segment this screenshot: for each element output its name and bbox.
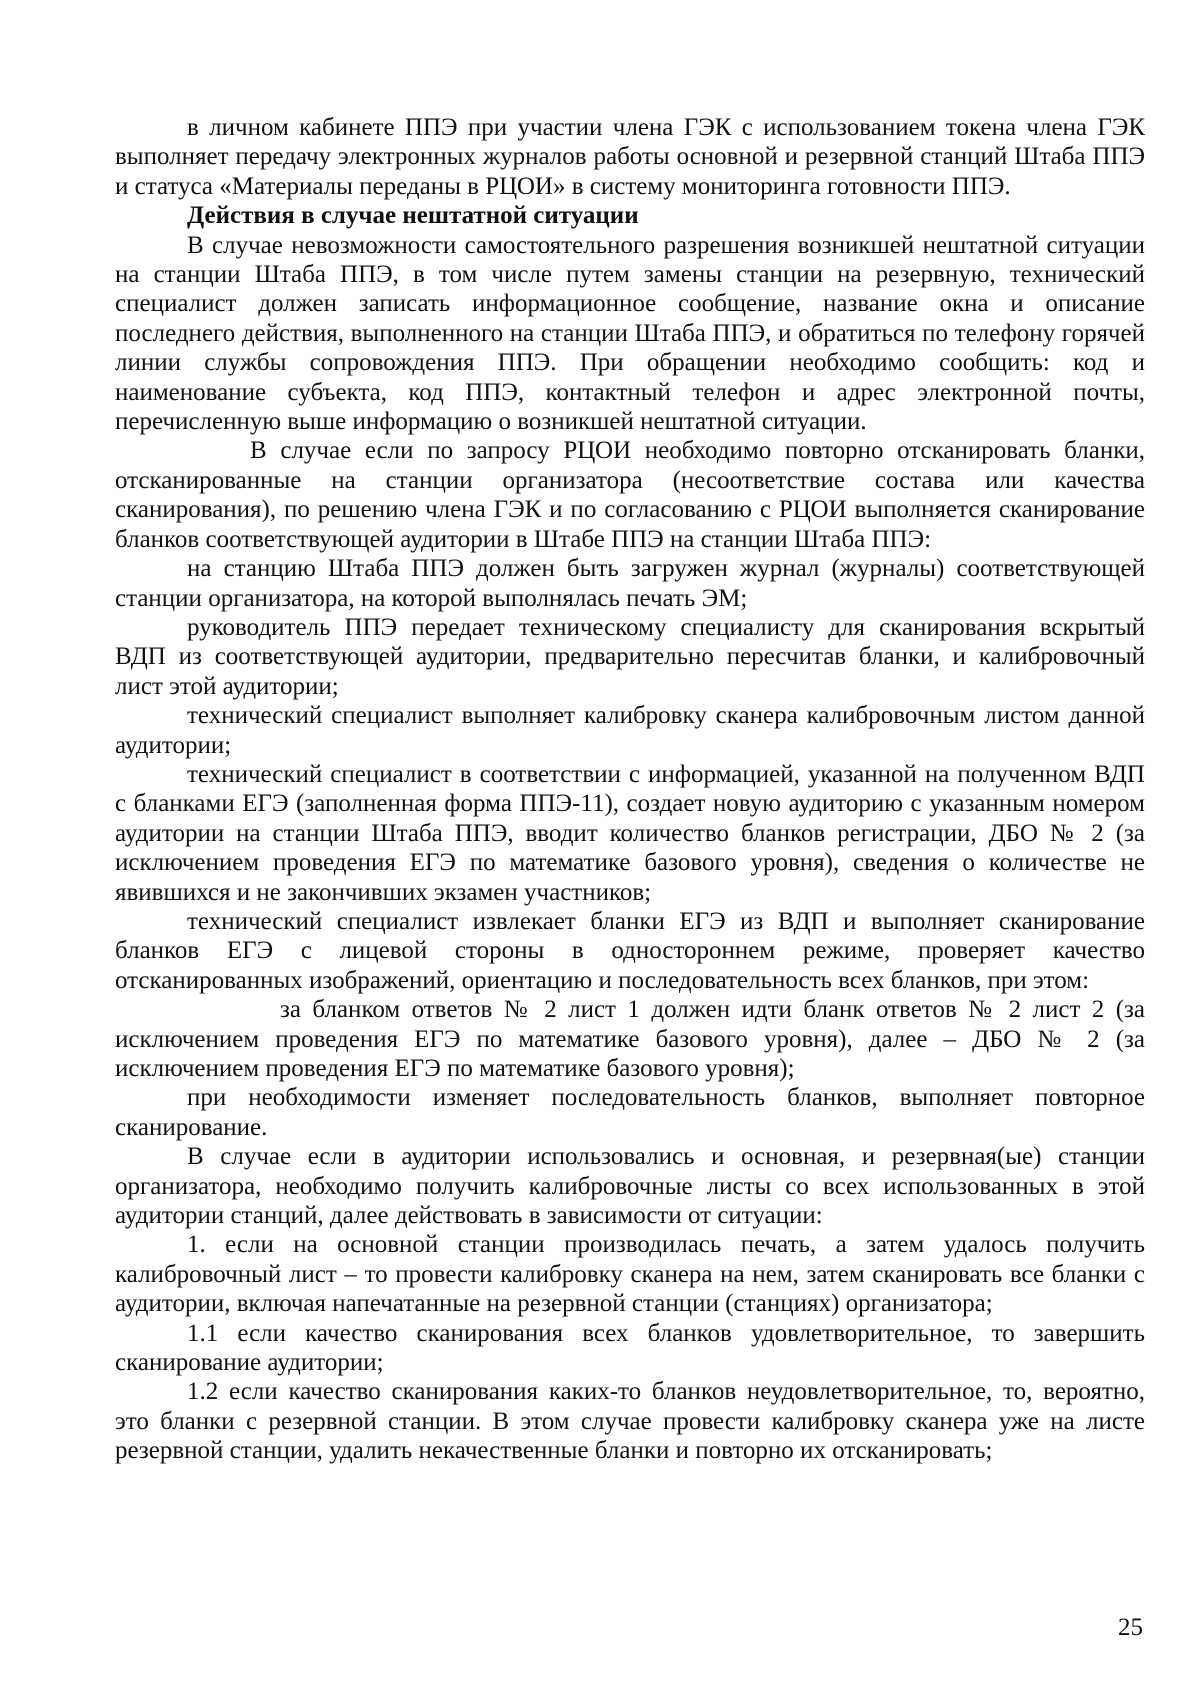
numbered-item-1: 1. если на основной станции производилась печать, а затем удалось получить калибровочный лист – то провести калибровку сканера на нем, затем сканировать все бланки с аудитории, включая напечатанные на резервной станции (станциях) организатора;	[115, 1231, 1145, 1318]
numbered-item-1-2: 1.2 если качество сканирования каких-то бланков неудовлетворительное, то, вероятно, это бланки с резервной станции. В этом случае провести калибровку сканера уже на листе резервной станции, удалить некачественные бланки и повторно их отсканировать;	[115, 1378, 1145, 1465]
list-item-rescan: при необходимости изменяет последовательность бланков, выполняет повторное сканирование.	[115, 1084, 1145, 1141]
paragraph-both-stations: В случае если в аудитории использовались и основная, и резервная(ые) станции организатора, необходимо получить калибровочные листы со всех использованных в этой аудитории станций, далее действовать в зависимости от ситуации:	[115, 1143, 1145, 1230]
list-item-create-room: технический специалист в соответствии с информацией, указанной на полученном ВДП с бланками ЕГЭ (заполненная форма ППЭ-11), создает новую аудиторию с указанным номером аудитории на станции Штаба ППЭ, вводит количество бланков регистрации, ДБО № 2 (за исключением проведения ЕГЭ по математике базового уровня), сведения о количестве не явившихся и не закончивших экзамен участников;	[115, 760, 1145, 906]
page-body	[115, 113, 1145, 1466]
numbered-item-1-1: 1.1 если качество сканирования всех бланков удовлетворительное, то завершить сканирование аудитории;	[115, 1319, 1145, 1377]
paragraph-emergency: В случае невозможности самостоятельного разрешения возникшей нештатной ситуации на станции Штаба ППЭ, в том числе путем замены станции на резервную, технический специалист должен записать информационное сообщение, название окна и описание последнего действия, выполненного на станции Штаба ППЭ, и обратиться по телефону горячей линии службы сопровождения ППЭ. При обращении необходимо сообщить: код и наименование субъекта, код ППЭ, контактный телефон и адрес электронной почты, перечисленную выше информацию о возникшей нештатной ситуации.	[115, 231, 1145, 436]
list-item-order: за бланком ответов № 2 лист 1 должен идти бланк ответов № 2 лист 2 (за исключением проведения ЕГЭ по математике базового уровня), далее – ДБО № 2 (за исключением проведения ЕГЭ по математике базового уровня);	[115, 996, 1145, 1082]
list-item-load-journal: на станцию Штаба ППЭ должен быть загружен журнал (журналы) соответствующей станции организатора, на которой выполнялась печать ЭМ;	[115, 555, 1145, 612]
section-heading: Действия в случае нештатной ситуации	[187, 202, 639, 230]
list-item-scanning: технический специалист извлекает бланки ЕГЭ из ВДП и выполняет сканирование бланков ЕГЭ с лицевой стороны в одностороннем режиме, проверяет качество отсканированных изображений, ориентацию и последовательность всех бланков, при этом:	[115, 907, 1145, 994]
paragraph-rescan-request: В случае если по запросу РЦОИ необходимо повторно отсканировать бланки, отсканированные на станции организатора (несоответствие состава или качества сканирования), по решению члена ГЭК и по согласованию с РЦОИ выполняется сканирование бланков соответствующей аудитории в Штабе ППЭ на станции Штаба ППЭ:	[115, 437, 1145, 553]
paragraph-transfer-journals: в личном кабинете ППЭ при участии члена ГЭК с использованием токена члена ГЭК выполняет передачу электронных журналов работы основной и резервной станций Штаба ППЭ и статуса «Материалы переданы в РЦОИ» в систему мониторинга готовности ППЭ.	[115, 114, 1145, 200]
list-item-calibration: технический специалист выполняет калибровку сканера калибровочным листом данной аудитории;	[115, 702, 1145, 759]
page-number: 25	[1118, 1614, 1143, 1641]
list-item-hand-over: руководитель ППЭ передает техническому специалисту для сканирования вскрытый ВДП из соответствующей аудитории, предварительно пересчитав бланки, и калибровочный лист этой аудитории;	[115, 613, 1145, 700]
